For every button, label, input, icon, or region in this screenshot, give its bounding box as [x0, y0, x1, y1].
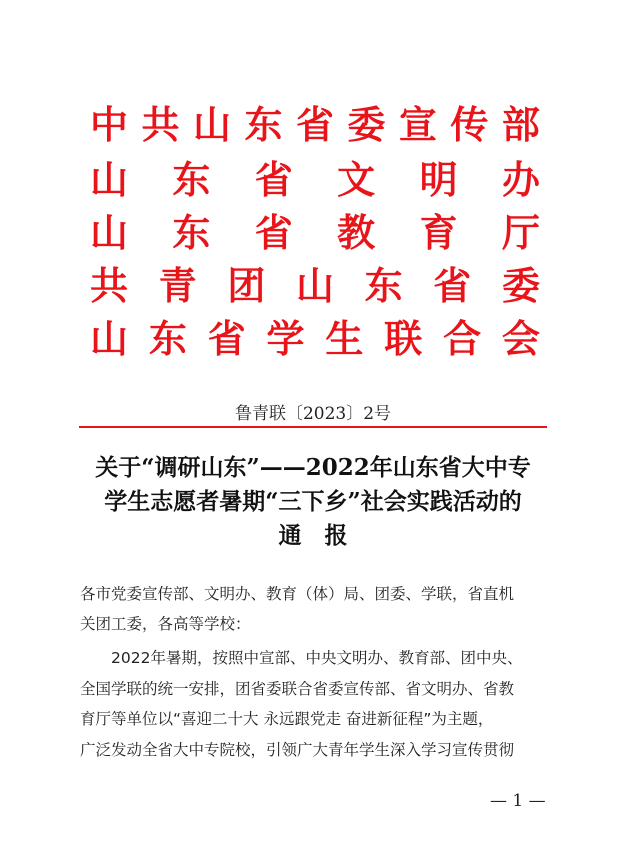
body-line-1: 各市党委宣传部、文明办、教育（体）局、团委、学联，省直机: [80, 585, 515, 603]
issuer-line-1: [90, 102, 540, 148]
issuer-char: 省: [433, 263, 472, 308]
issuer-char: 学: [266, 316, 305, 361]
issuer-char: 会: [501, 316, 540, 361]
issuer-char: 中: [90, 102, 129, 147]
issuer-char: 传: [450, 102, 489, 147]
issuer-char: 共: [90, 263, 129, 308]
issuer-char: 省: [295, 102, 334, 147]
page-number: — 1 —: [490, 791, 546, 811]
issuer-char: 省: [254, 157, 293, 202]
issuer-line-5: [90, 316, 540, 362]
issuer-char: 联: [384, 316, 423, 361]
red-divider: [79, 426, 547, 428]
document-number: 鲁青联〔2023〕2号: [234, 404, 392, 424]
title-line-1: 关于“调研山东”——2022年山东省大中专: [95, 454, 531, 481]
body-line-5: 育厅等单位以“喜迎二十大 永远跟党走 奋进新征程”为主题，: [80, 710, 494, 728]
issuer-char: 明: [419, 157, 458, 202]
issuer-char: 团: [227, 263, 266, 308]
issuer-char: 山: [90, 316, 129, 361]
issuer-char: 东: [148, 316, 187, 361]
issuer-char: 厅: [501, 210, 540, 255]
issuer-char: 共: [141, 102, 180, 147]
issuer-char: 青: [158, 263, 197, 308]
issuer-char: 山: [90, 157, 129, 202]
body-line-3: 2022年暑期，按照中宣部、中央文明办、教育部、团中央、: [80, 649, 523, 667]
issuer-char: 东: [244, 102, 283, 147]
body-line-2: 关团工委，各高等学校：: [80, 615, 251, 633]
issuer-line-4: [90, 263, 540, 309]
issuer-char: 省: [207, 316, 246, 361]
issuer-char: 委: [501, 263, 540, 308]
issuer-char: 办: [501, 157, 540, 202]
issuer-char: 山: [295, 263, 334, 308]
issuer-char: 宣: [398, 102, 437, 147]
issuer-char: 委: [347, 102, 386, 147]
title-line-2: 学生志愿者暑期“三下乡”社会实践活动的: [104, 488, 522, 515]
issuer-char: 东: [364, 263, 403, 308]
issuer-char: 部: [501, 102, 540, 147]
issuer-char: 山: [90, 210, 129, 255]
issuer-char: 合: [443, 316, 482, 361]
issuer-char: 文: [337, 157, 376, 202]
issuer-char: 生: [325, 316, 364, 361]
issuer-char: 育: [419, 210, 458, 255]
issuer-char: 教: [337, 210, 376, 255]
body-line-6: 广泛发动全省大中专院校，引领广大青年学生深入学习宣传贯彻: [80, 741, 515, 759]
issuer-line-2: [90, 157, 540, 203]
title-line-3: 通 报: [278, 522, 348, 549]
issuer-line-3: [90, 210, 540, 256]
body-line-4: 全国学联的统一安排，团省委联合省委宣传部、省文明办、省教: [80, 680, 515, 698]
issuer-char: 山: [192, 102, 231, 147]
issuer-char: 东: [172, 210, 211, 255]
issuer-char: 东: [172, 157, 211, 202]
issuer-char: 省: [254, 210, 293, 255]
